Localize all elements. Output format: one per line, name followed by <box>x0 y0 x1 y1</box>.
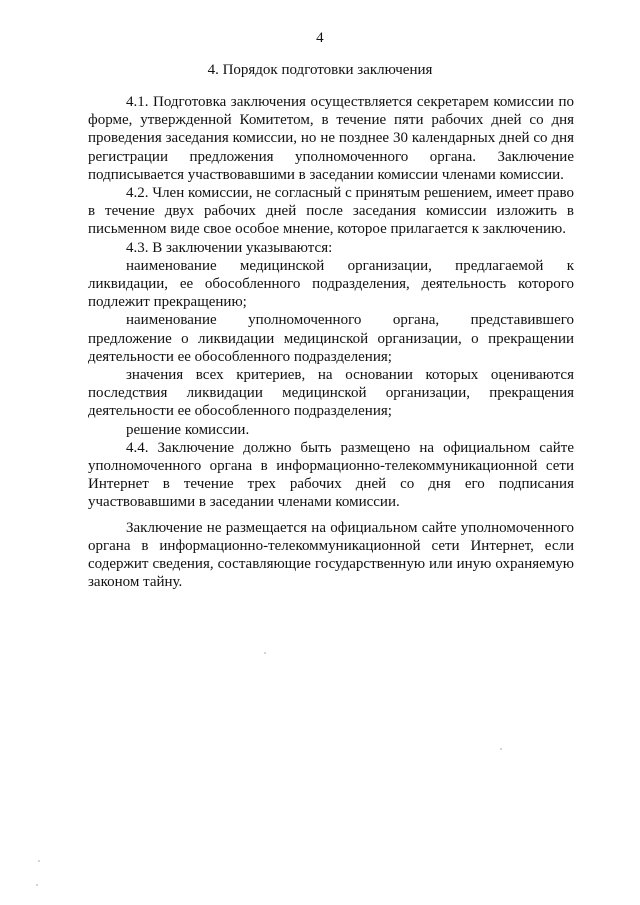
paragraph-gap <box>88 512 574 519</box>
document-body <box>88 93 574 591</box>
paragraph-4-4: 4.4. Заключение должно быть размещено на официальном сайте уполномоченного органа в информационно-телекоммуникационной сети Интернет в течение трех рабочих дней со дня его подписания участвовавшими в заседании членами комиссии. <box>88 439 574 511</box>
list-item-organization-name: наименование медицинской организации, предлагаемой к ликвидации, ее обособленного подразделения, деятельность которого подлежит прекращению; <box>88 257 574 311</box>
scan-speck <box>500 748 502 750</box>
scan-speck <box>38 860 40 862</box>
section-title: 4. Порядок подготовки заключения <box>207 62 433 78</box>
list-item-authorized-body: наименование уполномоченного органа, представившего предложение о ликвидации медицинской организации, о прекращении деятельности ее обособленного подразделения; <box>88 312 574 365</box>
scan-speck <box>264 652 266 654</box>
paragraph-not-published: Заключение не размещается на официальном сайте уполномоченного органа в информационно-телекоммуникационной сети Интернет, если содержит сведения, составляющие государственную или иную охраняемую законом тайну. <box>88 519 574 591</box>
paragraph-4-2: 4.2. Член комиссии, не согласный с принятым решением, имеет право в течение двух рабочих дней после заседания комиссии изложить в письменном виде свое особое мнение, которое прилагается к заключению. <box>88 185 574 238</box>
list-item-criteria-values: значения всех критериев, на основании которых оцениваются последствия ликвидации медицинской организации, прекращения деятельности ее обособленного подразделения; <box>88 367 574 420</box>
scan-speck <box>36 884 38 886</box>
list-item-commission-decision: решение комиссии. <box>126 421 250 438</box>
paragraph-4-3: 4.3. В заключении указываются: <box>126 239 333 256</box>
paragraph-4-1: 4.1. Подготовка заключения осуществляется секретарем комиссии по форме, утвержденной Комитетом, в течение пяти рабочих дней со дня проведения заседания комиссии, но не позднее 30 календарных дней со дня регистрации предложения уполномоченного органа. Заключение подписывается участвовавшими в заседании комиссии членами комиссии. <box>88 94 574 183</box>
page-number: 4 <box>316 30 324 46</box>
